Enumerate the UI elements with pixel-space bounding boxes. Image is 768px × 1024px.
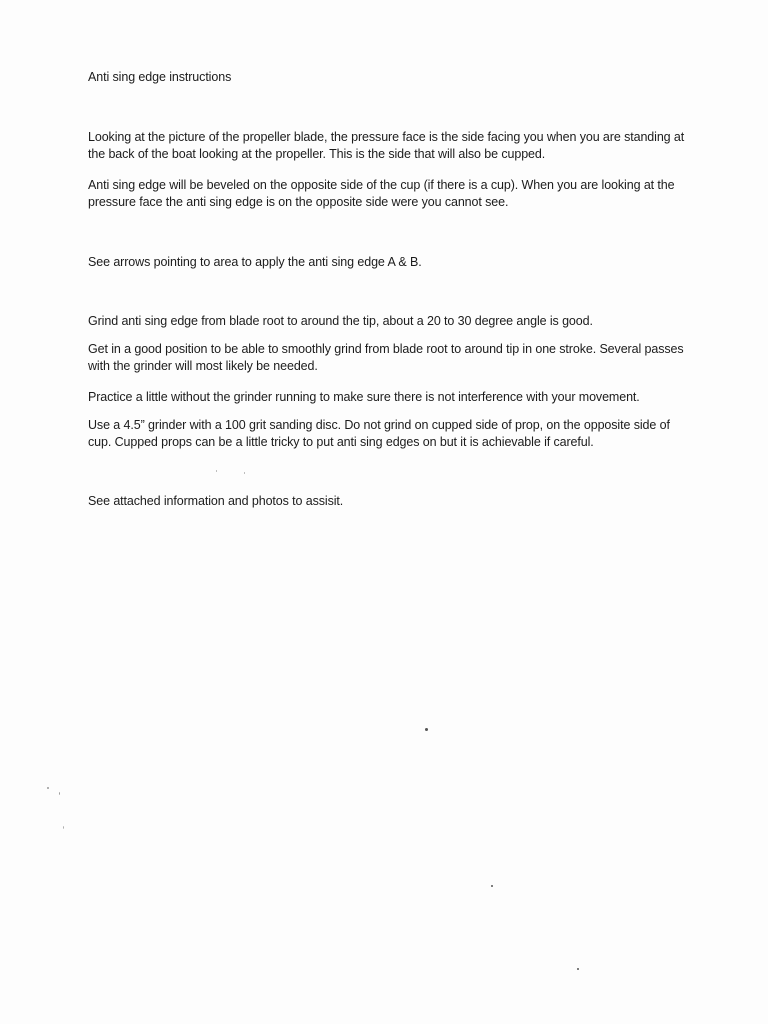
scan-speck — [577, 968, 579, 970]
paragraph-bevel-side: Anti sing edge will be beveled on the opposite side of the cup (if there is a cup). When you are looking at the pressure face the anti sing edge is on the opposite side were you cannot see. — [88, 178, 675, 209]
paragraph-grinder: Use a 4.5” grinder with a 100 grit sanding disc. Do not grind on cupped side of prop, on the opposite side of cup. Cupped props can be a little tricky to put anti sing edges on but it is achievable if careful. — [88, 418, 670, 449]
paragraph-grind-angle: Grind anti sing edge from blade root to around the tip, about a 20 to 30 degree angle is good. — [88, 314, 593, 328]
paragraph-attachments: See attached information and photos to assisit. — [88, 494, 344, 508]
paragraph-pressure-face: Looking at the picture of the propeller blade, the pressure face is the side facing you when you are standing at the back of the boat looking at the propeller. This is the side that will also be cupped. — [88, 130, 685, 161]
paragraph-practice: Practice a little without the grinder running to make sure there is not interference with your movement. — [88, 390, 640, 404]
scan-speck — [244, 472, 245, 474]
scan-speck — [47, 787, 49, 789]
scan-speck — [63, 826, 64, 829]
scan-speck — [59, 792, 60, 795]
scan-speck — [216, 470, 217, 472]
paragraph-position: Get in a good position to be able to smoothly grind from blade root to around tip in one stroke. Several passes with the grinder will most likely be needed. — [88, 342, 684, 373]
document-title: Anti sing edge instructions — [88, 70, 232, 84]
paragraph-arrows: See arrows pointing to area to apply the anti sing edge A & B. — [88, 255, 422, 269]
scan-speck — [425, 728, 428, 731]
scan-speck — [491, 885, 493, 887]
